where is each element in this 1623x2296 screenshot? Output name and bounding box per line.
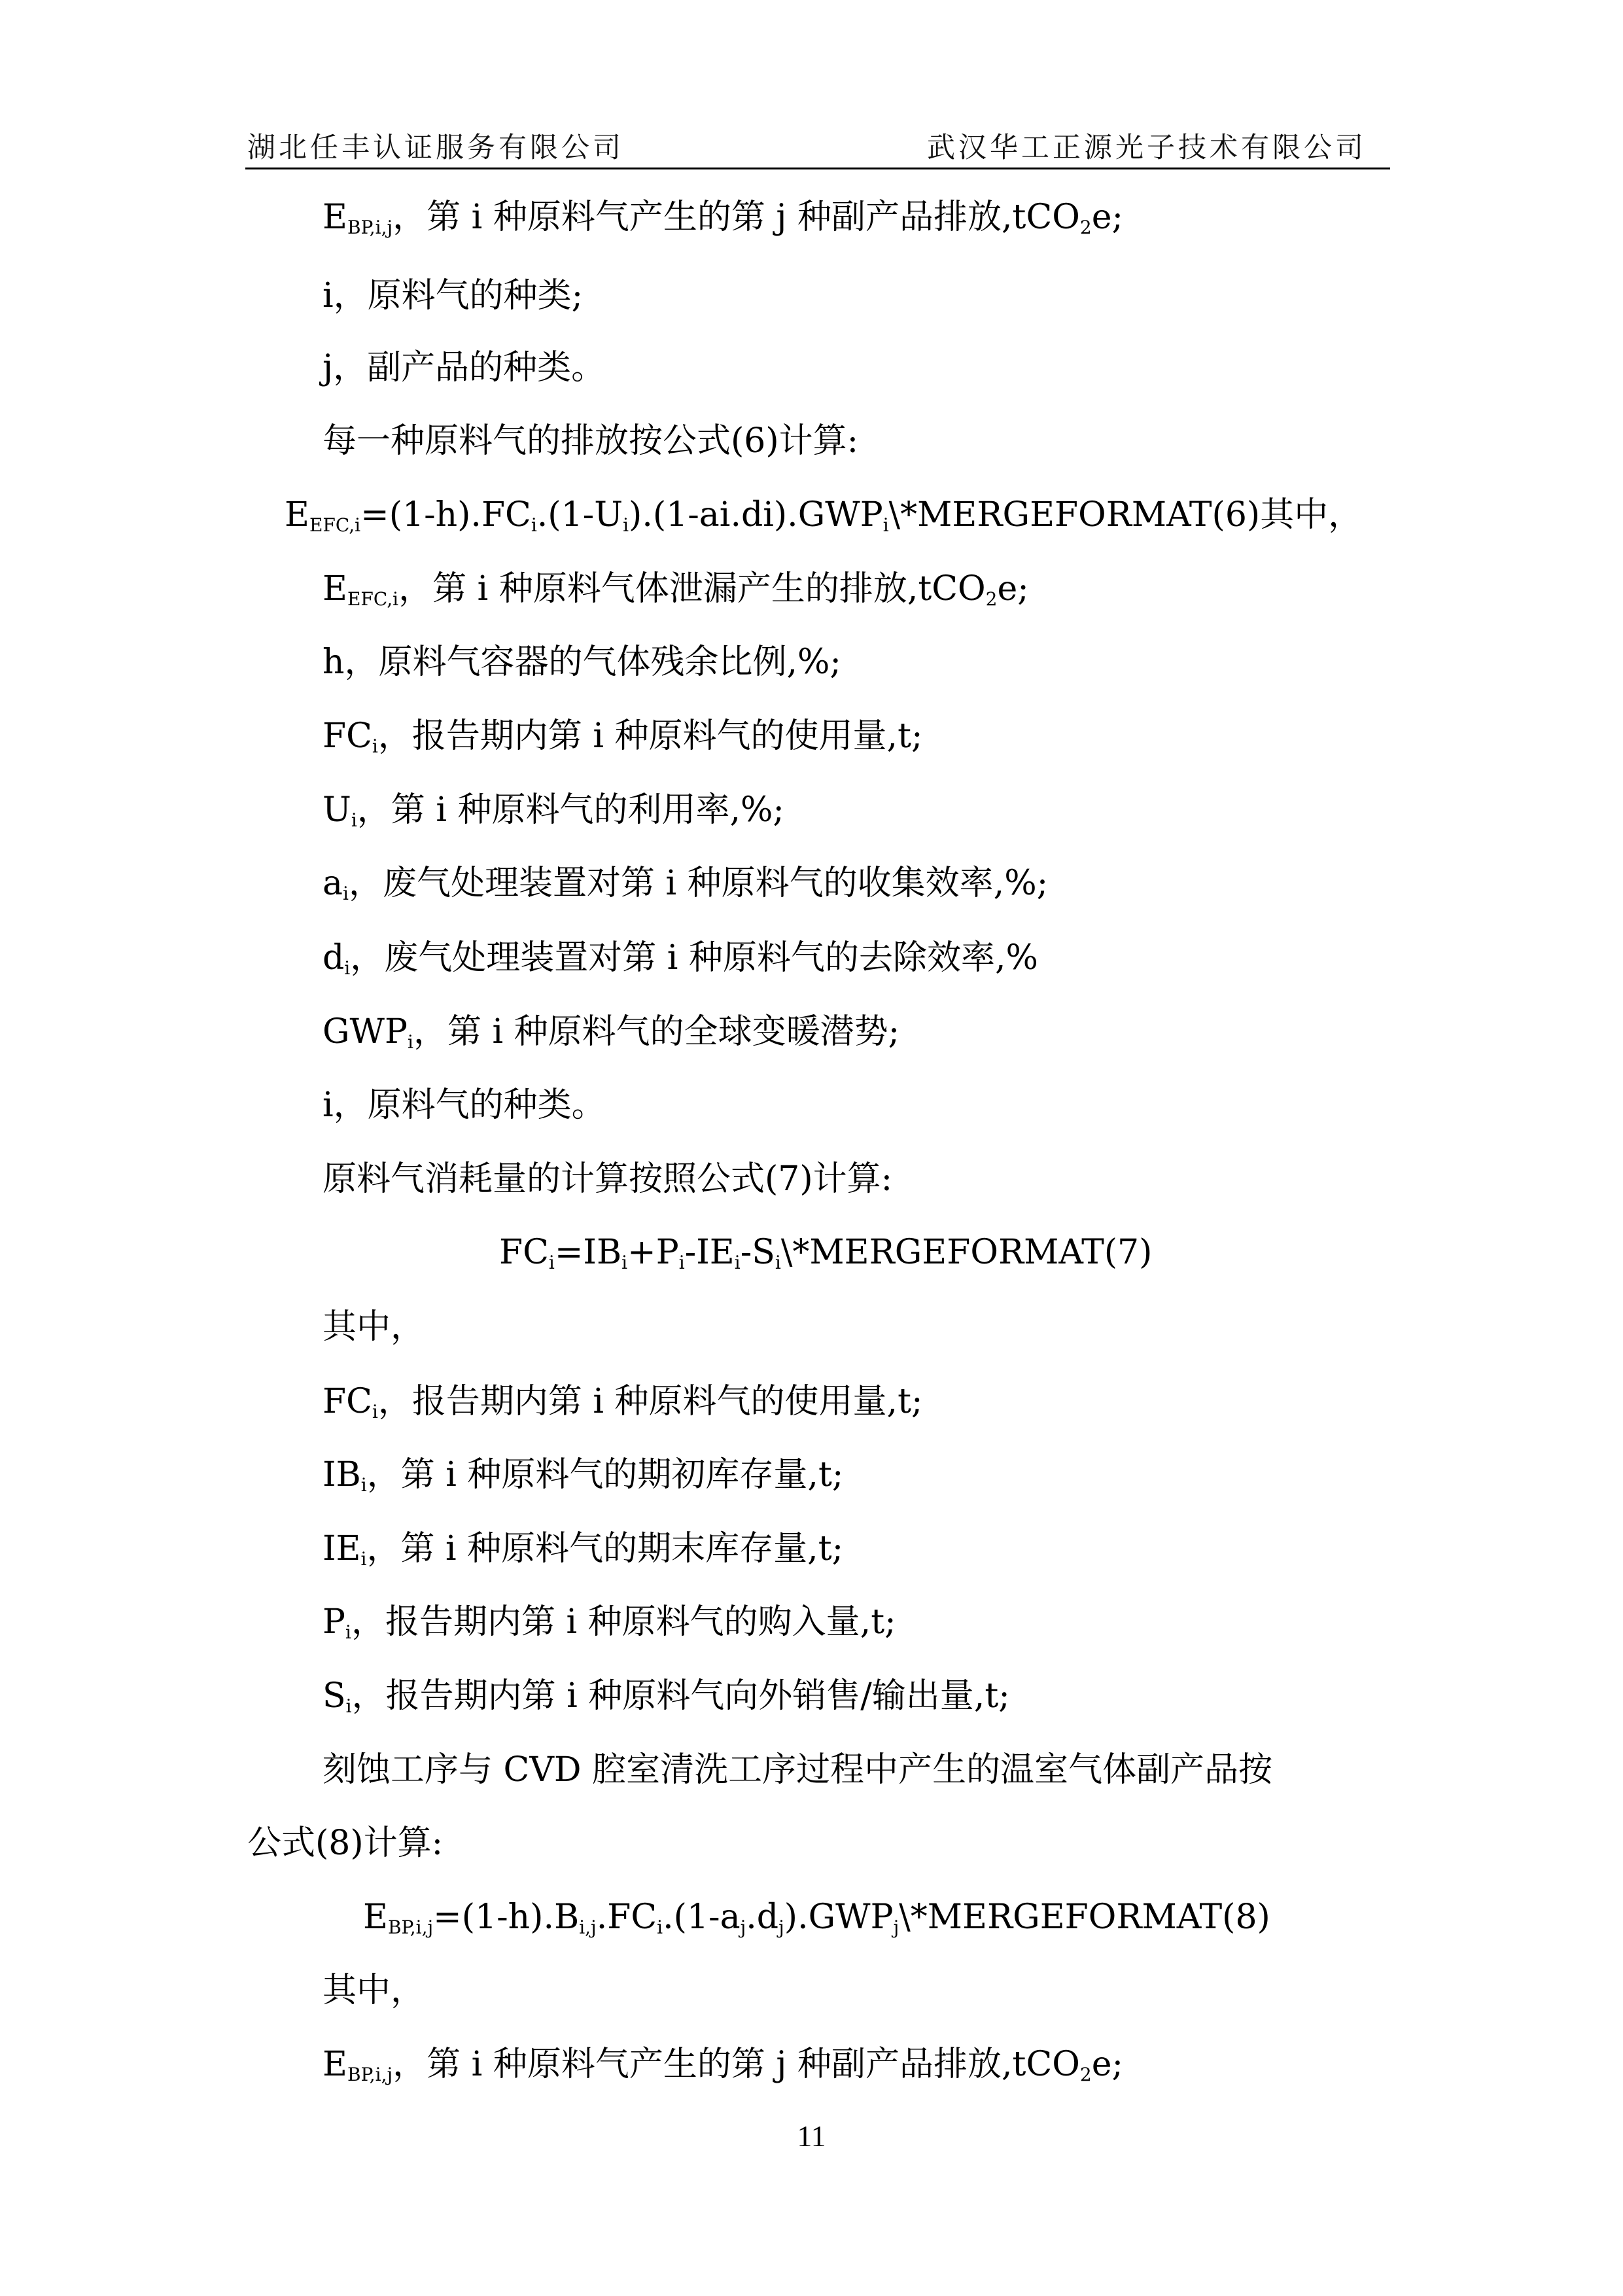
subscript: i — [548, 1252, 555, 1273]
text-run: ，第 i 种原料气的期末库存量,t; — [366, 1529, 844, 1568]
text-run: i，原料气的种类。 — [323, 1086, 606, 1125]
text-line — [323, 1749, 1272, 1791]
subscript: i — [882, 514, 889, 536]
text-run: .d — [746, 1898, 779, 1937]
subscript: i — [734, 1252, 741, 1273]
text-run: ，第 i 种原料气产生的第 j 种副产品排放,tCO — [393, 2045, 1080, 2084]
text-line — [323, 1381, 922, 1422]
text-line — [323, 1601, 896, 1643]
text-run: ，报告期内第 i 种原料气的使用量,t; — [377, 1382, 923, 1421]
text-run: E — [323, 2045, 347, 2084]
text-run: E — [285, 495, 309, 535]
text-run: FC — [323, 716, 372, 756]
text-run: 公式(8)计算: — [247, 1824, 444, 1863]
text-run: i，原料气的种类; — [323, 276, 584, 315]
text-run: 每一种原料气的排放按公式(6)计算: — [323, 421, 859, 461]
text-line — [323, 1084, 606, 1126]
subscript: i — [621, 1252, 628, 1273]
subscript: i — [351, 809, 357, 831]
subscript: i — [372, 735, 378, 757]
subscript: BP,i,j — [387, 1916, 434, 1938]
text-line — [323, 1528, 843, 1570]
text-line — [323, 1675, 1010, 1717]
subscript: j — [740, 1916, 746, 1938]
text-line — [323, 1306, 425, 1348]
text-line — [323, 1011, 899, 1053]
text-run: FC — [499, 1233, 549, 1272]
subscript: i,j — [579, 1916, 597, 1938]
text-run: .(1-a — [663, 1898, 741, 1937]
text-run: ，报告期内第 i 种原料气的购入量,t; — [351, 1602, 896, 1642]
text-run: e; — [1091, 198, 1123, 237]
header-company-left: 湖北任丰认证服务有限公司 — [247, 132, 624, 164]
subscript: i — [343, 883, 349, 904]
text-run: a — [323, 864, 343, 903]
text-run: U — [323, 790, 351, 830]
formula-7 — [499, 1231, 1152, 1273]
text-run: ，第 i 种原料气的利用率,%; — [357, 790, 784, 830]
text-run: \*MERGEFORMAT(7) — [780, 1233, 1153, 1272]
subscript: i — [345, 1621, 351, 1643]
subscript: i — [360, 1548, 367, 1570]
subscript: EFC,i — [347, 588, 399, 610]
text-run: FC — [323, 1382, 372, 1421]
text-run: ).(1-ai.di).GWP — [629, 495, 883, 535]
text-run: e; — [1091, 2045, 1123, 2084]
text-run: =(1-h).B — [433, 1898, 580, 1937]
subscript: i — [678, 1252, 685, 1273]
text-run: ，第 i 种原料气体泄漏产生的排放,tCO — [398, 569, 986, 609]
text-line — [323, 789, 784, 831]
subscript: BP,i,j — [347, 217, 393, 238]
text-line — [323, 568, 1029, 610]
subscript: BP,i,j — [347, 2064, 393, 2085]
text-line — [323, 937, 1038, 979]
formula-8 — [363, 1896, 1270, 1938]
text-line — [323, 1158, 892, 1200]
text-line — [247, 1822, 443, 1864]
header-company-right: 武汉华工正源光子技术有限公司 — [927, 132, 1367, 164]
subscript: i — [775, 1252, 781, 1273]
text-run: E — [363, 1898, 388, 1937]
text-run: =IB — [554, 1233, 622, 1272]
text-run: 其中， — [323, 1307, 425, 1347]
text-line — [323, 1454, 843, 1496]
text-run: e; — [997, 569, 1029, 609]
text-run: 其中， — [323, 1971, 425, 2010]
text-run: ，第 i 种原料气的全球变暖潜势; — [413, 1012, 900, 1051]
subscript: i — [360, 1474, 367, 1496]
text-run: ，报告期内第 i 种原料气的使用量,t; — [377, 716, 923, 756]
text-run: 原料气消耗量的计算按照公式(7)计算: — [323, 1159, 893, 1199]
text-run: IB — [323, 1455, 361, 1494]
text-line — [323, 196, 1123, 238]
formula-6 — [285, 494, 1362, 536]
subscript: EFC,i — [309, 514, 361, 536]
text-run: IE — [323, 1529, 361, 1568]
text-line — [323, 420, 858, 462]
text-run: ，废气处理装置对第 i 种原料气的收集效率,%; — [348, 864, 1049, 903]
text-line — [323, 641, 841, 683]
text-line — [323, 275, 583, 317]
subscript: 2 — [1079, 217, 1092, 238]
subscript: i — [372, 1401, 378, 1422]
text-line — [323, 862, 1048, 904]
text-line — [323, 715, 922, 757]
text-run: \*MERGEFORMAT(6)其中， — [888, 495, 1363, 535]
subscript: i — [344, 957, 351, 979]
text-run: P — [323, 1602, 345, 1642]
text-run: ，第 i 种原料气产生的第 j 种副产品排放,tCO — [393, 198, 1080, 237]
subscript: i — [623, 514, 629, 536]
text-run: E — [323, 198, 347, 237]
text-run: h，原料气容器的气体残余比例,%; — [323, 643, 841, 682]
text-run: ，废气处理装置对第 i 种原料气的去除效率,% — [350, 938, 1038, 978]
subscript: i — [407, 1031, 413, 1053]
text-run: -IE — [684, 1233, 735, 1272]
subscript: i — [345, 1695, 352, 1717]
text-run: \*MERGEFORMAT(8) — [899, 1898, 1270, 1937]
text-line — [323, 1969, 425, 2011]
text-run: GWP — [323, 1012, 408, 1051]
text-run: 刻蚀工序与 CVD 腔室清洗工序过程中产生的温室气体副产品按 — [323, 1750, 1273, 1790]
text-run: ).GWP — [784, 1898, 894, 1937]
text-line — [323, 347, 605, 389]
subscript: j — [778, 1916, 784, 1938]
text-run: ，第 i 种原料气的期初库存量,t; — [366, 1455, 844, 1494]
text-run: =(1-h).FC — [360, 495, 531, 535]
text-run: -S — [740, 1233, 775, 1272]
header-divider — [245, 168, 1390, 169]
page-number: 11 — [797, 2119, 826, 2153]
text-run: .FC — [596, 1898, 657, 1937]
text-run: .(1-U — [536, 495, 623, 535]
subscript: i — [657, 1916, 663, 1938]
subscript: 2 — [1079, 2064, 1092, 2085]
text-run: d — [323, 938, 345, 978]
text-run: ，报告期内第 i 种原料气向外销售/输出量,t; — [351, 1676, 1010, 1716]
text-run: S — [323, 1676, 346, 1716]
text-run: E — [323, 569, 347, 609]
subscript: i — [531, 514, 537, 536]
subscript: j — [893, 1916, 899, 1938]
subscript: 2 — [985, 588, 998, 610]
text-run: j，副产品的种类。 — [323, 348, 606, 387]
text-run: +P — [627, 1233, 679, 1272]
text-line — [323, 2043, 1123, 2085]
